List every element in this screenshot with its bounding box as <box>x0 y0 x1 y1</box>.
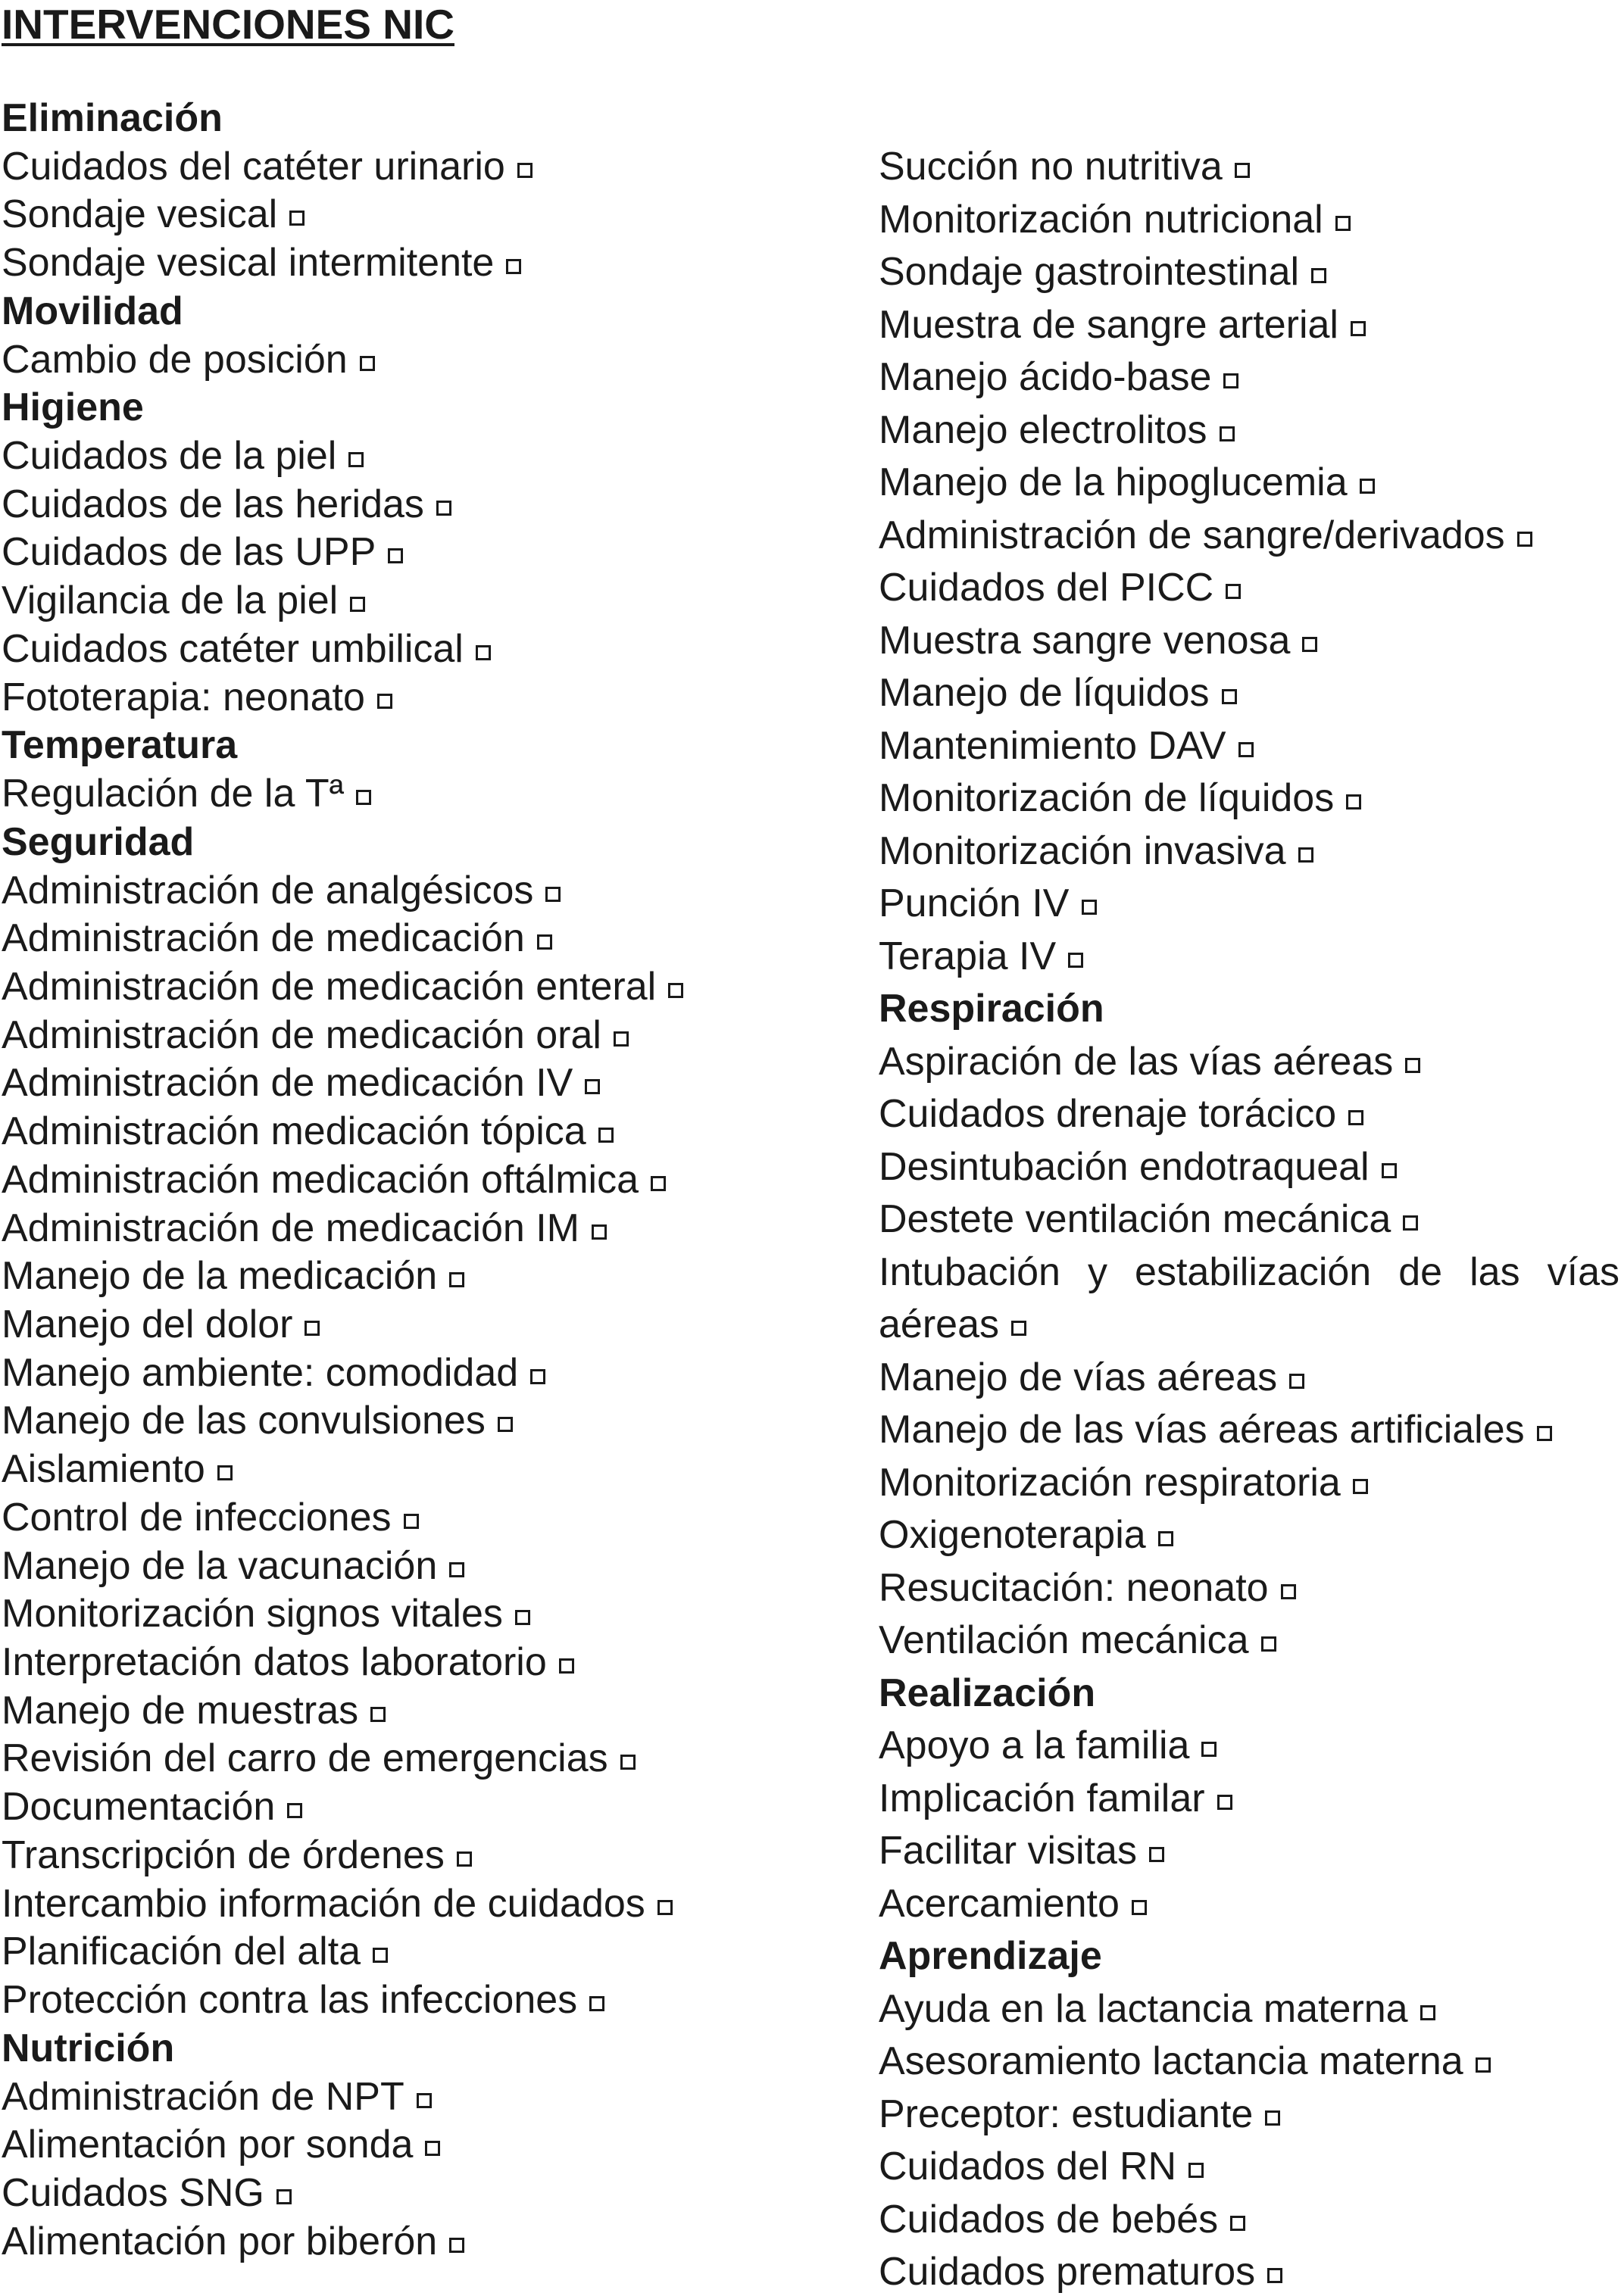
checkbox[interactable] <box>1265 2110 1280 2126</box>
section-heading-label: Aprendizaje <box>879 1934 1102 1978</box>
checkbox[interactable] <box>1132 1900 1147 1915</box>
intervention-item[interactable] <box>2 1011 629 1059</box>
checkbox[interactable] <box>651 1176 666 1191</box>
intervention-item[interactable] <box>2 1589 530 1638</box>
intervention-item[interactable] <box>879 2248 1282 2296</box>
intervention-item[interactable] <box>2 2120 440 2169</box>
intervention-label: Alimentación por biberón <box>2 2219 438 2263</box>
checkbox[interactable] <box>370 1707 386 1722</box>
checkbox[interactable] <box>350 597 365 612</box>
intervention-label: Administración de analgésicos <box>2 868 534 912</box>
section-heading-label: Higiene <box>2 385 144 430</box>
intervention-item[interactable] <box>879 511 1532 560</box>
intervention-label: Administración medicación oftálmica <box>2 1157 639 1202</box>
checkbox[interactable] <box>1220 426 1235 441</box>
checkbox[interactable] <box>1222 689 1237 704</box>
intervention-item[interactable] <box>2 1156 666 1204</box>
checkbox[interactable] <box>1311 268 1326 283</box>
intervention-item[interactable] <box>2 1686 386 1735</box>
checkbox[interactable] <box>1476 2057 1491 2073</box>
intervention-label: Manejo de muestras <box>2 1688 359 1733</box>
intervention-item[interactable] <box>879 2195 1245 2244</box>
intervention-item[interactable] <box>2 914 552 962</box>
section-heading-seguridad <box>2 818 194 866</box>
intervention-label: Manejo de la hipoglucemia <box>879 460 1348 504</box>
section-heading-label: Nutrición <box>2 2026 175 2070</box>
intervention-label: Cuidados catéter umbilical <box>2 626 464 671</box>
intervention-label: Interpretación datos laboratorio <box>2 1640 547 1685</box>
intervention-item[interactable] <box>879 563 1241 612</box>
intervention-label: Muestra sangre venosa <box>879 618 1291 663</box>
checkbox[interactable] <box>457 1851 472 1867</box>
intervention-item[interactable] <box>2 1396 513 1445</box>
intervention-label: Cuidados del PICC <box>879 566 1214 610</box>
checkbox[interactable] <box>1289 1374 1304 1389</box>
checkbox[interactable] <box>377 694 392 709</box>
checkbox[interactable] <box>1235 163 1250 178</box>
checkbox[interactable] <box>1335 216 1351 231</box>
intervention-label: Succión no nutritiva <box>879 145 1223 189</box>
checkbox[interactable] <box>356 790 371 805</box>
intervention-label: Documentación <box>2 1785 276 1830</box>
intervention-item[interactable] <box>879 2037 1491 2085</box>
checkbox[interactable] <box>276 2189 292 2204</box>
section-heading-movilidad <box>2 287 183 335</box>
checkbox[interactable] <box>668 983 683 998</box>
intervention-label: Administración de medicación <box>2 916 525 961</box>
intervention-item[interactable] <box>879 1880 1147 1928</box>
intervention-label: Cuidados del RN <box>879 2145 1177 2188</box>
intervention-label: Manejo de la medicación <box>2 1254 438 1299</box>
checkbox[interactable] <box>620 1755 636 1770</box>
intervention-item[interactable] <box>879 616 1317 665</box>
intervention-item[interactable] <box>879 2090 1280 2138</box>
intervention-label: aéreas <box>879 1302 999 1346</box>
intervention-label: Manejo de vías aéreas <box>879 1355 1278 1399</box>
intervention-item[interactable] <box>2 1734 636 1783</box>
intervention-label: Preceptor: estudiante <box>879 2092 1254 2136</box>
checkbox[interactable] <box>545 887 561 902</box>
intervention-item[interactable] <box>879 1405 1552 1454</box>
intervention-label: Administración de medicación IM <box>2 1206 579 1250</box>
checkbox[interactable] <box>289 211 305 226</box>
checkbox[interactable] <box>1267 2268 1282 2283</box>
intervention-item[interactable] <box>2 335 375 384</box>
intervention-label: Monitorización de líquidos <box>879 776 1335 820</box>
intervention-item[interactable] <box>2 1542 464 1590</box>
intervention-label: Implicación familar <box>879 1776 1205 1820</box>
checkbox[interactable] <box>1149 1847 1164 1862</box>
section-heading-aprendizaje <box>879 1932 1102 1980</box>
intervention-label: Manejo ambiente: comodidad <box>2 1350 519 1395</box>
intervention-item[interactable] <box>879 1300 1026 1349</box>
intervention-item[interactable] <box>2 1204 607 1253</box>
checkbox[interactable] <box>585 1079 600 1094</box>
intervention-label: Control de infecciones <box>2 1495 392 1540</box>
intervention-label: Protección contra las infecciones <box>2 1978 578 2023</box>
intervention-item[interactable] <box>2 1300 320 1349</box>
intervention-item[interactable] <box>2 480 451 529</box>
intervention-item[interactable] <box>2 432 364 480</box>
intervention-item[interactable] <box>2 576 365 625</box>
checkbox[interactable] <box>217 1465 233 1480</box>
intervention-item[interactable] <box>2 673 392 722</box>
intervention-item[interactable] <box>879 774 1361 822</box>
checkbox[interactable] <box>1011 1321 1026 1336</box>
intervention-label: Manejo de líquidos <box>879 671 1210 715</box>
intervention-label: Punción IV <box>879 881 1070 925</box>
intervention-label: Ayuda en la lactancia materna <box>879 1986 1408 2031</box>
intervention-label: Administración de medicación enteral <box>2 964 657 1009</box>
section-heading-temperatura <box>2 721 237 769</box>
intervention-item[interactable] <box>879 1827 1164 1875</box>
checkbox[interactable] <box>476 645 491 660</box>
intervention-item[interactable] <box>879 1616 1276 1664</box>
intervention-label: Oxigenoterapia <box>879 1513 1146 1557</box>
section-heading-respiracion <box>879 984 1104 1033</box>
intervention-label: Intercambio información de cuidados <box>2 1881 645 1926</box>
checkbox[interactable] <box>425 2141 440 2156</box>
intervention-item[interactable] <box>2 239 521 287</box>
section-heading-label: Seguridad <box>2 819 195 864</box>
checkbox[interactable] <box>1353 1479 1368 1494</box>
checkbox[interactable] <box>1382 1163 1397 1178</box>
checkbox[interactable] <box>373 1948 388 1963</box>
intervention-item[interactable] <box>879 353 1238 401</box>
checkbox[interactable] <box>592 1224 607 1240</box>
checkbox[interactable] <box>559 1658 574 1674</box>
intervention-label: Cuidados de las UPP <box>2 530 376 575</box>
intervention-label: Cuidados de la piel <box>2 434 337 479</box>
intervention-label: Administración de sangre/derivados <box>879 513 1505 557</box>
intervention-label: Manejo del dolor <box>2 1302 293 1346</box>
intervention-label: Administración de medicación IV <box>2 1061 573 1106</box>
intervention-item[interactable] <box>2 1831 472 1880</box>
checkbox[interactable] <box>1281 1584 1296 1599</box>
intervention-label: Sondaje vesical intermitente <box>2 241 495 285</box>
intervention-item[interactable] <box>879 248 1326 296</box>
intervention-label: Alimentación por sonda <box>2 2123 414 2167</box>
intervention-label: Sondaje gastrointestinal <box>879 250 1300 294</box>
intervention-item[interactable] <box>2 1783 302 1831</box>
checkbox[interactable] <box>360 356 375 371</box>
intervention-label: Planificación del alta <box>2 1929 361 1974</box>
checkbox[interactable] <box>404 1514 419 1529</box>
intervention-item <box>879 1248 1619 1296</box>
checkbox[interactable] <box>589 1996 604 2011</box>
checkbox[interactable] <box>1158 1531 1173 1546</box>
intervention-item[interactable] <box>2 1638 574 1686</box>
intervention-item[interactable] <box>879 1721 1217 1770</box>
intervention-item[interactable] <box>879 932 1083 981</box>
intervention-label: Revisión del carro de emergencias <box>2 1736 608 1781</box>
intervention-label: Destete ventilación mecánica <box>879 1197 1391 1241</box>
intervention-label: Administración de medicación oral <box>2 1012 601 1057</box>
intervention-label: Regulación de la Tª <box>2 772 344 816</box>
intervention-item[interactable] <box>2 528 403 576</box>
intervention-item[interactable] <box>2 190 305 239</box>
checkbox[interactable] <box>1360 479 1375 494</box>
checkbox[interactable] <box>1230 2216 1245 2231</box>
intervention-item[interactable] <box>2 1445 233 1493</box>
checkbox[interactable] <box>1188 2163 1204 2178</box>
intervention-label: Administración de NPT <box>2 2074 404 2119</box>
intervention-item[interactable] <box>2 1927 388 1976</box>
section-heading-label: Movilidad <box>2 289 183 333</box>
checkbox[interactable] <box>1298 847 1313 863</box>
intervention-label: Monitorización signos vitales <box>2 1592 503 1636</box>
checkbox[interactable] <box>515 1610 530 1625</box>
intervention-item[interactable] <box>879 1037 1420 1086</box>
intervention-label: Cuidados drenaje torácico <box>879 1092 1337 1136</box>
intervention-label: Cuidados SNG <box>2 2170 264 2215</box>
section-heading-nutricion <box>2 2024 174 2073</box>
intervention-item[interactable] <box>879 195 1351 244</box>
intervention-label: Terapia IV <box>879 934 1057 978</box>
checkbox[interactable] <box>1405 1058 1420 1073</box>
checkbox[interactable] <box>1217 1795 1232 1810</box>
checkbox[interactable] <box>348 452 364 467</box>
intervention-item[interactable] <box>2 2169 292 2217</box>
intervention-label: Sondaje vesical <box>2 192 278 237</box>
intervention-label: Cambio de posición <box>2 337 348 382</box>
intervention-item[interactable] <box>2 1880 673 1928</box>
intervention-item[interactable] <box>879 1564 1296 1612</box>
section-heading-label: Eliminación <box>2 96 223 140</box>
intervention-label: Cuidados del catéter urinario <box>2 144 505 189</box>
intervention-item[interactable] <box>879 142 1250 191</box>
checkbox[interactable] <box>449 1562 464 1577</box>
checkbox[interactable] <box>449 1272 464 1287</box>
intervention-item[interactable] <box>879 301 1366 349</box>
intervention-item[interactable] <box>879 1774 1232 1823</box>
checkbox[interactable] <box>1226 584 1241 599</box>
intervention-item[interactable] <box>879 1143 1397 1191</box>
intervention-item[interactable] <box>2 866 561 915</box>
intervention-item[interactable] <box>879 722 1254 770</box>
checkbox[interactable] <box>436 501 451 516</box>
intervention-label: Aspiración de las vías aéreas <box>879 1039 1394 1084</box>
checkbox[interactable] <box>1346 794 1361 810</box>
checkbox[interactable] <box>1261 1636 1276 1652</box>
intervention-label: Muestra de sangre arterial <box>879 302 1338 347</box>
intervention-label: Intubación y estabilización de las vías <box>879 1249 1619 1294</box>
checkbox[interactable] <box>614 1031 629 1047</box>
intervention-label: Manejo de las convulsiones <box>2 1399 486 1443</box>
intervention-label: Cuidados de las heridas <box>2 482 424 526</box>
intervention-item[interactable] <box>879 1985 1435 2033</box>
intervention-item[interactable] <box>879 1353 1304 1402</box>
intervention-item[interactable] <box>2 1493 419 1542</box>
checkbox[interactable] <box>305 1321 320 1336</box>
intervention-label: Monitorización invasiva <box>879 828 1286 873</box>
intervention-label: Manejo ácido-base <box>879 355 1212 399</box>
intervention-item[interactable] <box>879 669 1237 717</box>
intervention-label: Monitorización nutricional <box>879 197 1323 242</box>
checkbox[interactable] <box>598 1128 614 1143</box>
intervention-label: Mantenimiento DAV <box>879 723 1226 768</box>
checkbox[interactable] <box>449 2238 464 2253</box>
intervention-label: Aislamiento <box>2 1447 205 1492</box>
intervention-label: Vigilancia de la piel <box>2 579 339 623</box>
intervention-item[interactable] <box>2 1349 545 1397</box>
intervention-item[interactable] <box>2 962 683 1011</box>
section-heading-label: Temperatura <box>2 723 238 768</box>
intervention-label: Desintubación endotraqueal <box>879 1144 1370 1189</box>
intervention-item[interactable] <box>879 1195 1418 1243</box>
intervention-label: Asesoramiento lactancia materna <box>879 2039 1463 2083</box>
checkbox[interactable] <box>517 163 533 178</box>
intervention-item[interactable] <box>2 1976 604 2024</box>
checkbox[interactable] <box>1223 373 1238 388</box>
checkbox[interactable] <box>657 1900 673 1915</box>
intervention-label: Monitorización respiratoria <box>879 1460 1341 1505</box>
section-heading-realizacion <box>879 1669 1095 1717</box>
intervention-label: Transcripción de órdenes <box>2 1833 445 1877</box>
intervention-label: Acercamiento <box>879 1881 1120 1926</box>
checkbox[interactable] <box>537 934 552 950</box>
checkbox[interactable] <box>417 2093 432 2108</box>
intervention-item[interactable] <box>879 458 1375 507</box>
intervention-item[interactable] <box>2 142 533 191</box>
intervention-label: Resucitación: neonato <box>879 1565 1269 1610</box>
intervention-item[interactable] <box>2 1059 600 1107</box>
checkbox[interactable] <box>1201 1742 1217 1757</box>
checkbox[interactable] <box>1420 2005 1435 2020</box>
checkbox[interactable] <box>1351 321 1366 336</box>
checkbox[interactable] <box>1082 900 1097 915</box>
intervention-item[interactable] <box>879 1511 1173 1559</box>
checkbox[interactable] <box>1537 1426 1552 1441</box>
intervention-label: Facilitar visitas <box>879 1829 1137 1873</box>
intervention-item[interactable] <box>879 2142 1204 2191</box>
checkbox[interactable] <box>1068 953 1083 968</box>
intervention-item[interactable] <box>2 2217 464 2266</box>
intervention-item[interactable] <box>879 1458 1368 1507</box>
intervention-label: Administración medicación tópica <box>2 1109 586 1154</box>
intervention-label: Cuidados prematuros <box>879 2250 1256 2294</box>
intervention-label: Apoyo a la familia <box>879 1724 1190 1767</box>
intervention-item[interactable] <box>2 769 371 818</box>
checkbox[interactable] <box>498 1417 513 1432</box>
intervention-label: Manejo electrolitos <box>879 407 1207 452</box>
checkbox[interactable] <box>1403 1215 1418 1231</box>
section-heading-higiene <box>2 383 144 432</box>
checkbox[interactable] <box>506 259 521 274</box>
checkbox[interactable] <box>1238 742 1254 757</box>
intervention-label: Manejo de la vacunación <box>2 1543 438 1588</box>
intervention-item[interactable] <box>879 827 1313 875</box>
section-heading-label: Realización <box>879 1671 1096 1715</box>
section-heading-label: Respiración <box>879 987 1104 1031</box>
checkbox[interactable] <box>287 1803 302 1818</box>
intervention-label: Cuidados de bebés <box>879 2197 1219 2241</box>
checkbox[interactable] <box>1517 532 1532 547</box>
checkbox[interactable] <box>1348 1110 1363 1125</box>
intervention-item[interactable] <box>2 625 491 673</box>
intervention-label: Fototerapia: neonato <box>2 675 365 719</box>
intervention-item[interactable] <box>879 1090 1363 1138</box>
intervention-item[interactable] <box>879 406 1235 454</box>
checkbox[interactable] <box>530 1369 545 1384</box>
intervention-item[interactable] <box>2 1252 464 1300</box>
intervention-label: Manejo de las vías aéreas artificiales <box>879 1408 1525 1452</box>
intervention-item[interactable] <box>879 879 1097 928</box>
checkbox[interactable] <box>1302 637 1317 652</box>
page-title: INTERVENCIONES NIC <box>2 1 454 48</box>
intervention-item[interactable] <box>2 2073 432 2121</box>
intervention-item[interactable] <box>2 1107 614 1156</box>
intervention-label: Ventilación mecánica <box>879 1618 1249 1662</box>
section-heading-eliminacion <box>2 94 223 142</box>
checkbox[interactable] <box>388 548 403 563</box>
